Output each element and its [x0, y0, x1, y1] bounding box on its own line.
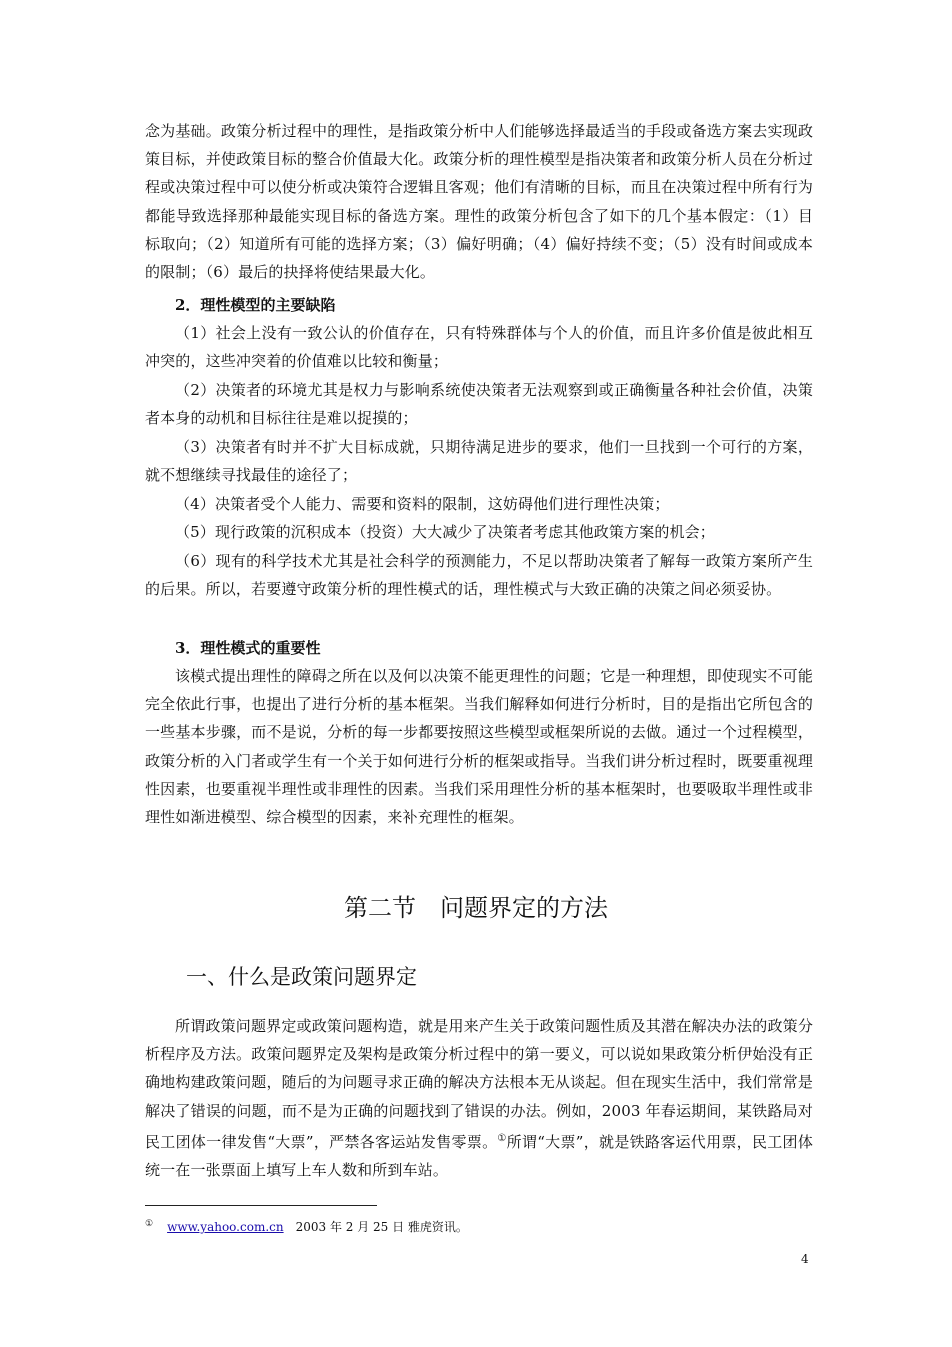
- section-title: 第二节 问题界定的方法: [344, 894, 608, 922]
- defect-item-3: （3）决策者有时并不扩大目标成就，只期待满足进步的要求，他们一旦找到一个可行的方案，就不想继续寻找最佳的途径了；: [145, 438, 813, 485]
- footnote-reference[interactable]: ①: [497, 1132, 507, 1144]
- footnote-link[interactable]: www.yahoo.com.cn: [167, 1220, 284, 1234]
- defect-item-2: （2）决策者的环境尤其是权力与影响系统使决策者无法观察到或正确衡量各种社会价值，决策者本身的动机和目标往往是难以捉摸的；: [145, 381, 813, 428]
- paragraph-problem-definition: [145, 1012, 813, 1184]
- footnote: [145, 1215, 468, 1236]
- defect-item-4: （4）决策者受个人能力、需要和资料的限制，这妨碍他们进行理性决策；: [175, 495, 670, 513]
- subsection-title: 一、什么是政策问题界定: [186, 965, 417, 989]
- paragraph-importance: 该模式提出理性的障碍之所在以及何以决策不能更理性的问题；它是一种理想，即使现实不可能完全依此行事，也提出了进行分析的基本框架。当我们解释如何进行分析时，目的是指出它所包含的一些基本步骤，而不是说，分析的每一步都要按照这些模型或框架所说的去做。通过一个过程模型，政策分析的入门者或学生有一个关于如何进行分析的框架或指导。当我们讲分析过程时，既要重视理性因素，也要重视半理性或非理性的因素。当我们采用理性分析的基本框架时，也要吸取半理性或非理性如渐进模型、综合模型的因素，来补充理性的框架。: [145, 667, 813, 827]
- paragraph-text-tail: 所谓“大票”，就是铁路客运代用票，民工团体统一在一张票面上填写上车人数和所到车站。: [145, 1132, 813, 1180]
- heading-rational-model-defects: 2．理性模型的主要缺陷: [175, 296, 336, 314]
- page-number: 4: [801, 1252, 809, 1266]
- footnote-mark: ①: [145, 1219, 154, 1229]
- footnote-separator: [145, 1205, 377, 1206]
- defect-item-1: （1）社会上没有一致公认的价值存在，只有特殊群体与个人的价值，而且许多价值是彼此相互冲突的，这些冲突着的价值难以比较和衡量；: [145, 324, 813, 371]
- defect-item-6: （6）现有的科学技术尤其是社会科学的预测能力，不足以帮助决策者了解每一政策方案所产生的后果。所以，若要遵守政策分析的理性模式的话，理性模式与大致正确的决策之间必须妥协。: [145, 552, 813, 599]
- heading-rational-model-importance: 3．理性模式的重要性: [175, 639, 321, 657]
- paragraph-text: 所谓政策问题界定或政策问题构造，就是用来产生关于政策问题性质及其潜在解决办法的政策分析程序及方法。政策问题界定及架构是政策分析过程中的第一要义，可以说如果政策分析伊始没有正确地构建政策问题，随后的为问题寻求正确的解决方法根本无从谈起。但在现实生活中，我们常常是解决了错误的问题，而不是为正确的问题找到了错误的办法。例如，2003 年春运期间，某铁路局对民工团体一律发售“大票”，严禁各客运站发售零票。: [145, 1017, 813, 1151]
- paragraph-rational-basis: 念为基础。政策分析过程中的理性，是指政策分析中人们能够选择最适当的手段或备选方案去实现政策目标，并使政策目标的整合价值最大化。政策分析的理性模型是指决策者和政策分析人员在分析过程或决策过程中可以使分析或决策符合逻辑且客观；他们有清晰的目标，而且在决策过程中所有行为都能导致选择那种最能实现目标的备选方案。理性的政策分析包含了如下的几个基本假定：（1）目标取向；（2）知道所有可能的选择方案；（3）偏好明确；（4）偏好持续不变；（5）没有时间或成本的限制；（6）最后的抉择将使结果最大化。: [145, 122, 813, 282]
- footnote-text: 2003 年 2 月 25 日 雅虎资讯。: [295, 1220, 468, 1234]
- defect-item-5: （5）现行政策的沉积成本（投资）大大减少了决策者考虑其他政策方案的机会；: [175, 523, 715, 541]
